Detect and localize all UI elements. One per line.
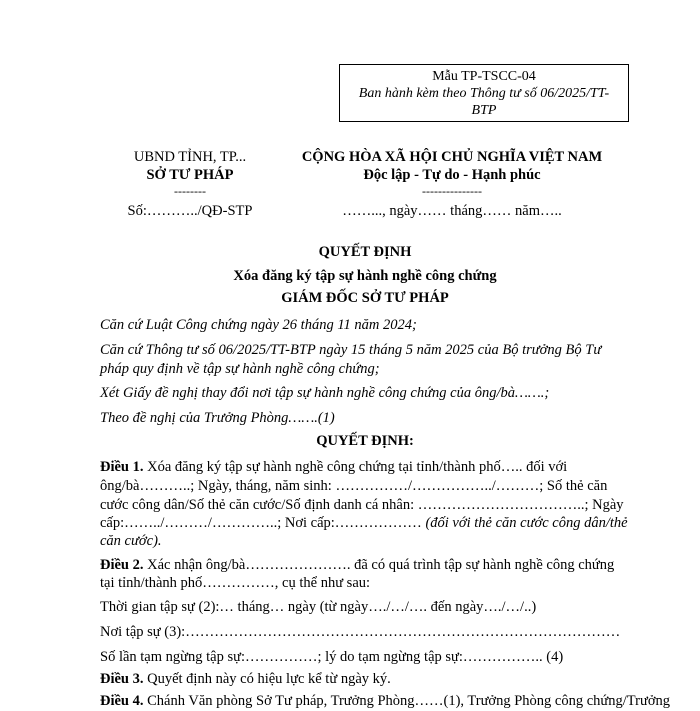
practice-place: Nơi tập sự (3):……………………………………………………………………………… <box>100 624 621 640</box>
basis-2-line-1: Căn cứ Thông tư số 06/2025/TT-BTP ngày 15 tháng 5 năm 2025 của Bộ trưởng Bộ Tư <box>100 342 602 358</box>
agency-name: UBND TỈNH, TP... <box>133 149 247 165</box>
doc-type-title: QUYẾT ĐỊNH <box>318 244 412 260</box>
article-2-text: Xác nhận ông/bà…………………. đã có quá trình tập sự hành nghề công chứng <box>147 557 615 573</box>
issue-date-place: cấp:……../………/…………..; Nơi cấp:……………… <box>100 515 426 531</box>
article-2-line-1 <box>100 556 630 575</box>
suspension-info: Số lần tạm ngừng tập sự:……………; lý do tạm ngừng tập sự:…………….. (4) <box>100 649 564 665</box>
id-card-note: (đối với thẻ căn cước công dân/thẻ <box>425 515 628 531</box>
basis-4: Theo đề nghị của Trưởng Phòng…….(1) <box>100 410 335 426</box>
basis-3: Xét Giấy đề nghị thay đổi nơi tập sự hành nghề công chứng của ông/bà…….; <box>100 385 550 401</box>
issued-with-line-1: Ban hành kèm theo Thông tư số 06/2025/TT- <box>358 86 610 101</box>
issuing-authority: GIÁM ĐỐC SỞ TƯ PHÁP <box>281 290 449 306</box>
left-divider: -------- <box>174 184 206 198</box>
form-code: Mẫu TP-TSCC-04 <box>432 69 536 84</box>
article-1-text: Xóa đăng ký tập sự hành nghề công chứng tại tỉnh/thành phố….. đối với <box>147 459 568 475</box>
article-1-line-3: cước công dân/Số thẻ căn cước/Số định danh cá nhân: ……………………………..; Ngày <box>100 497 624 513</box>
department-name: SỞ TƯ PHÁP <box>146 167 234 183</box>
form-code-box <box>339 64 629 122</box>
article-4-label: Điều 4. <box>100 693 144 709</box>
header-right <box>282 148 622 220</box>
issued-with-line-2: BTP <box>471 103 497 118</box>
document-number: Số:………../QĐ-STP <box>127 203 253 219</box>
practice-period: Thời gian tập sự (2):… tháng… ngày (từ ngày…./…/…. đến ngày…./…/..) <box>100 599 537 615</box>
nation-title: CỘNG HÒA XÃ HỘI CHỦ NGHĨA VIỆT NAM <box>301 149 603 165</box>
article-1-line-5: căn cước). <box>100 533 162 549</box>
header-left <box>100 148 280 220</box>
decision-heading: QUYẾT ĐỊNH: <box>316 433 414 449</box>
article-3-text: Quyết định này có hiệu lực kể từ ngày ký. <box>147 671 391 687</box>
article-2-label: Điều 2. <box>100 557 144 573</box>
article-4 <box>100 692 671 711</box>
article-3-label: Điều 3. <box>100 671 144 687</box>
national-motto: Độc lập - Tự do - Hạnh phúc <box>363 167 541 183</box>
basis-1: Căn cứ Luật Công chứng ngày 26 tháng 11 năm 2024; <box>100 317 417 333</box>
doc-subject: Xóa đăng ký tập sự hành nghề công chứng <box>233 268 497 284</box>
article-1-label: Điều 1. <box>100 459 144 475</box>
article-4-text: Chánh Văn phòng Sở Tư pháp, Trưởng Phòng……(1), Trưởng Phòng công chứng/Trưởng <box>147 693 671 709</box>
place-date-line: ……..., ngày…… tháng…… năm….. <box>342 203 562 219</box>
article-3 <box>100 670 630 689</box>
article-1-line-1 <box>100 458 630 477</box>
article-2-line-2: tại tỉnh/thành phố……………, cụ thể như sau: <box>100 575 371 591</box>
right-divider: --------------- <box>422 184 482 198</box>
article-1-line-2: ông/bà………..; Ngày, tháng, năm sinh: ……………/……………../………; Số thẻ căn <box>100 478 608 494</box>
basis-2-line-2: pháp quy định về tập sự hành nghề công chứng; <box>100 361 380 377</box>
article-1-line-4 <box>100 514 630 533</box>
